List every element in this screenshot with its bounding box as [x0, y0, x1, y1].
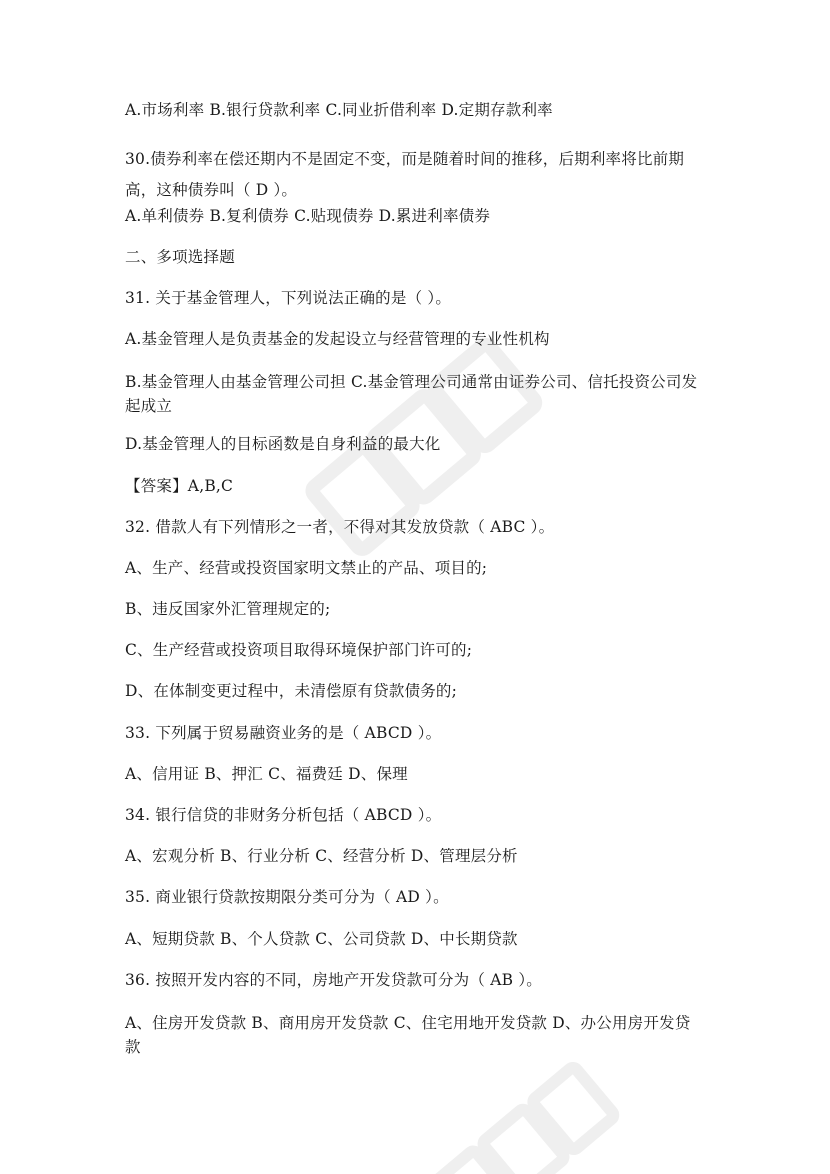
q36-question: 36. 按照开发内容的不同，房地产开发贷款可分为（ AB ）。 [125, 971, 542, 989]
q35-question: 35. 商业银行贷款按期限分类可分为（ AD ）。 [125, 888, 449, 906]
watermark-logo-bottom [400, 1050, 640, 1174]
q32-option-d: D、在体制变更过程中，未清偿原有贷款债务的; [125, 682, 458, 700]
q31-answer: 【答案】A,B,C [125, 477, 234, 495]
q31-option-d: D.基金管理人的目标函数是自身利益的最大化 [125, 435, 441, 453]
q36-options: A、住房开发贷款 B、商用房开发贷款 C、住宅用地开发贷款 D、办公用房开发贷款 [125, 1014, 691, 1056]
q34-options: A、宏观分析 B、行业分析 C、经营分析 D、管理层分析 [125, 847, 518, 865]
q30-options: A.单利债券 B.复利债券 C.贴现债券 D.累进利率债券 [125, 207, 491, 225]
q35-options: A、短期贷款 B、个人贷款 C、公司贷款 D、中长期贷款 [125, 930, 518, 948]
q32-option-c: C、生产经营或投资项目取得环境保护部门许可的; [125, 641, 473, 659]
q33-question: 33. 下列属于贸易融资业务的是（ ABCD ）。 [125, 724, 442, 742]
q32-question: 32. 借款人有下列情形之一者，不得对其发放贷款（ ABC ）。 [125, 518, 555, 536]
q31-option-a: A.基金管理人是负责基金的发起设立与经营管理的专业性机构 [125, 330, 550, 348]
q32-option-a: A、生产、经营或投资国家明文禁止的产品、项目的; [125, 559, 488, 577]
q30-question: 30.债券利率在偿还期内不是固定不变，而是随着时间的推移，后期利率将比前期高，这种债券叫（ D ）。 [125, 150, 685, 199]
q33-options: A、信用证 B、押汇 C、福费廷 D、保理 [125, 765, 408, 783]
q32-option-b: B、违反国家外汇管理规定的; [125, 600, 331, 618]
q29-options: A.市场利率 B.银行贷款利率 C.同业折借利率 D.定期存款利率 [125, 101, 553, 119]
q34-question: 34. 银行信贷的非财务分析包括（ ABCD ）。 [125, 806, 442, 824]
q31-option-bc: B.基金管理人由基金管理公司担 C.基金管理公司通常由证券公司、信托投资公司发起成立 [125, 373, 698, 415]
section-heading: 二、多项选择题 [125, 248, 235, 266]
q31-question: 31. 关于基金管理人，下列说法正确的是（ ）。 [125, 289, 452, 307]
